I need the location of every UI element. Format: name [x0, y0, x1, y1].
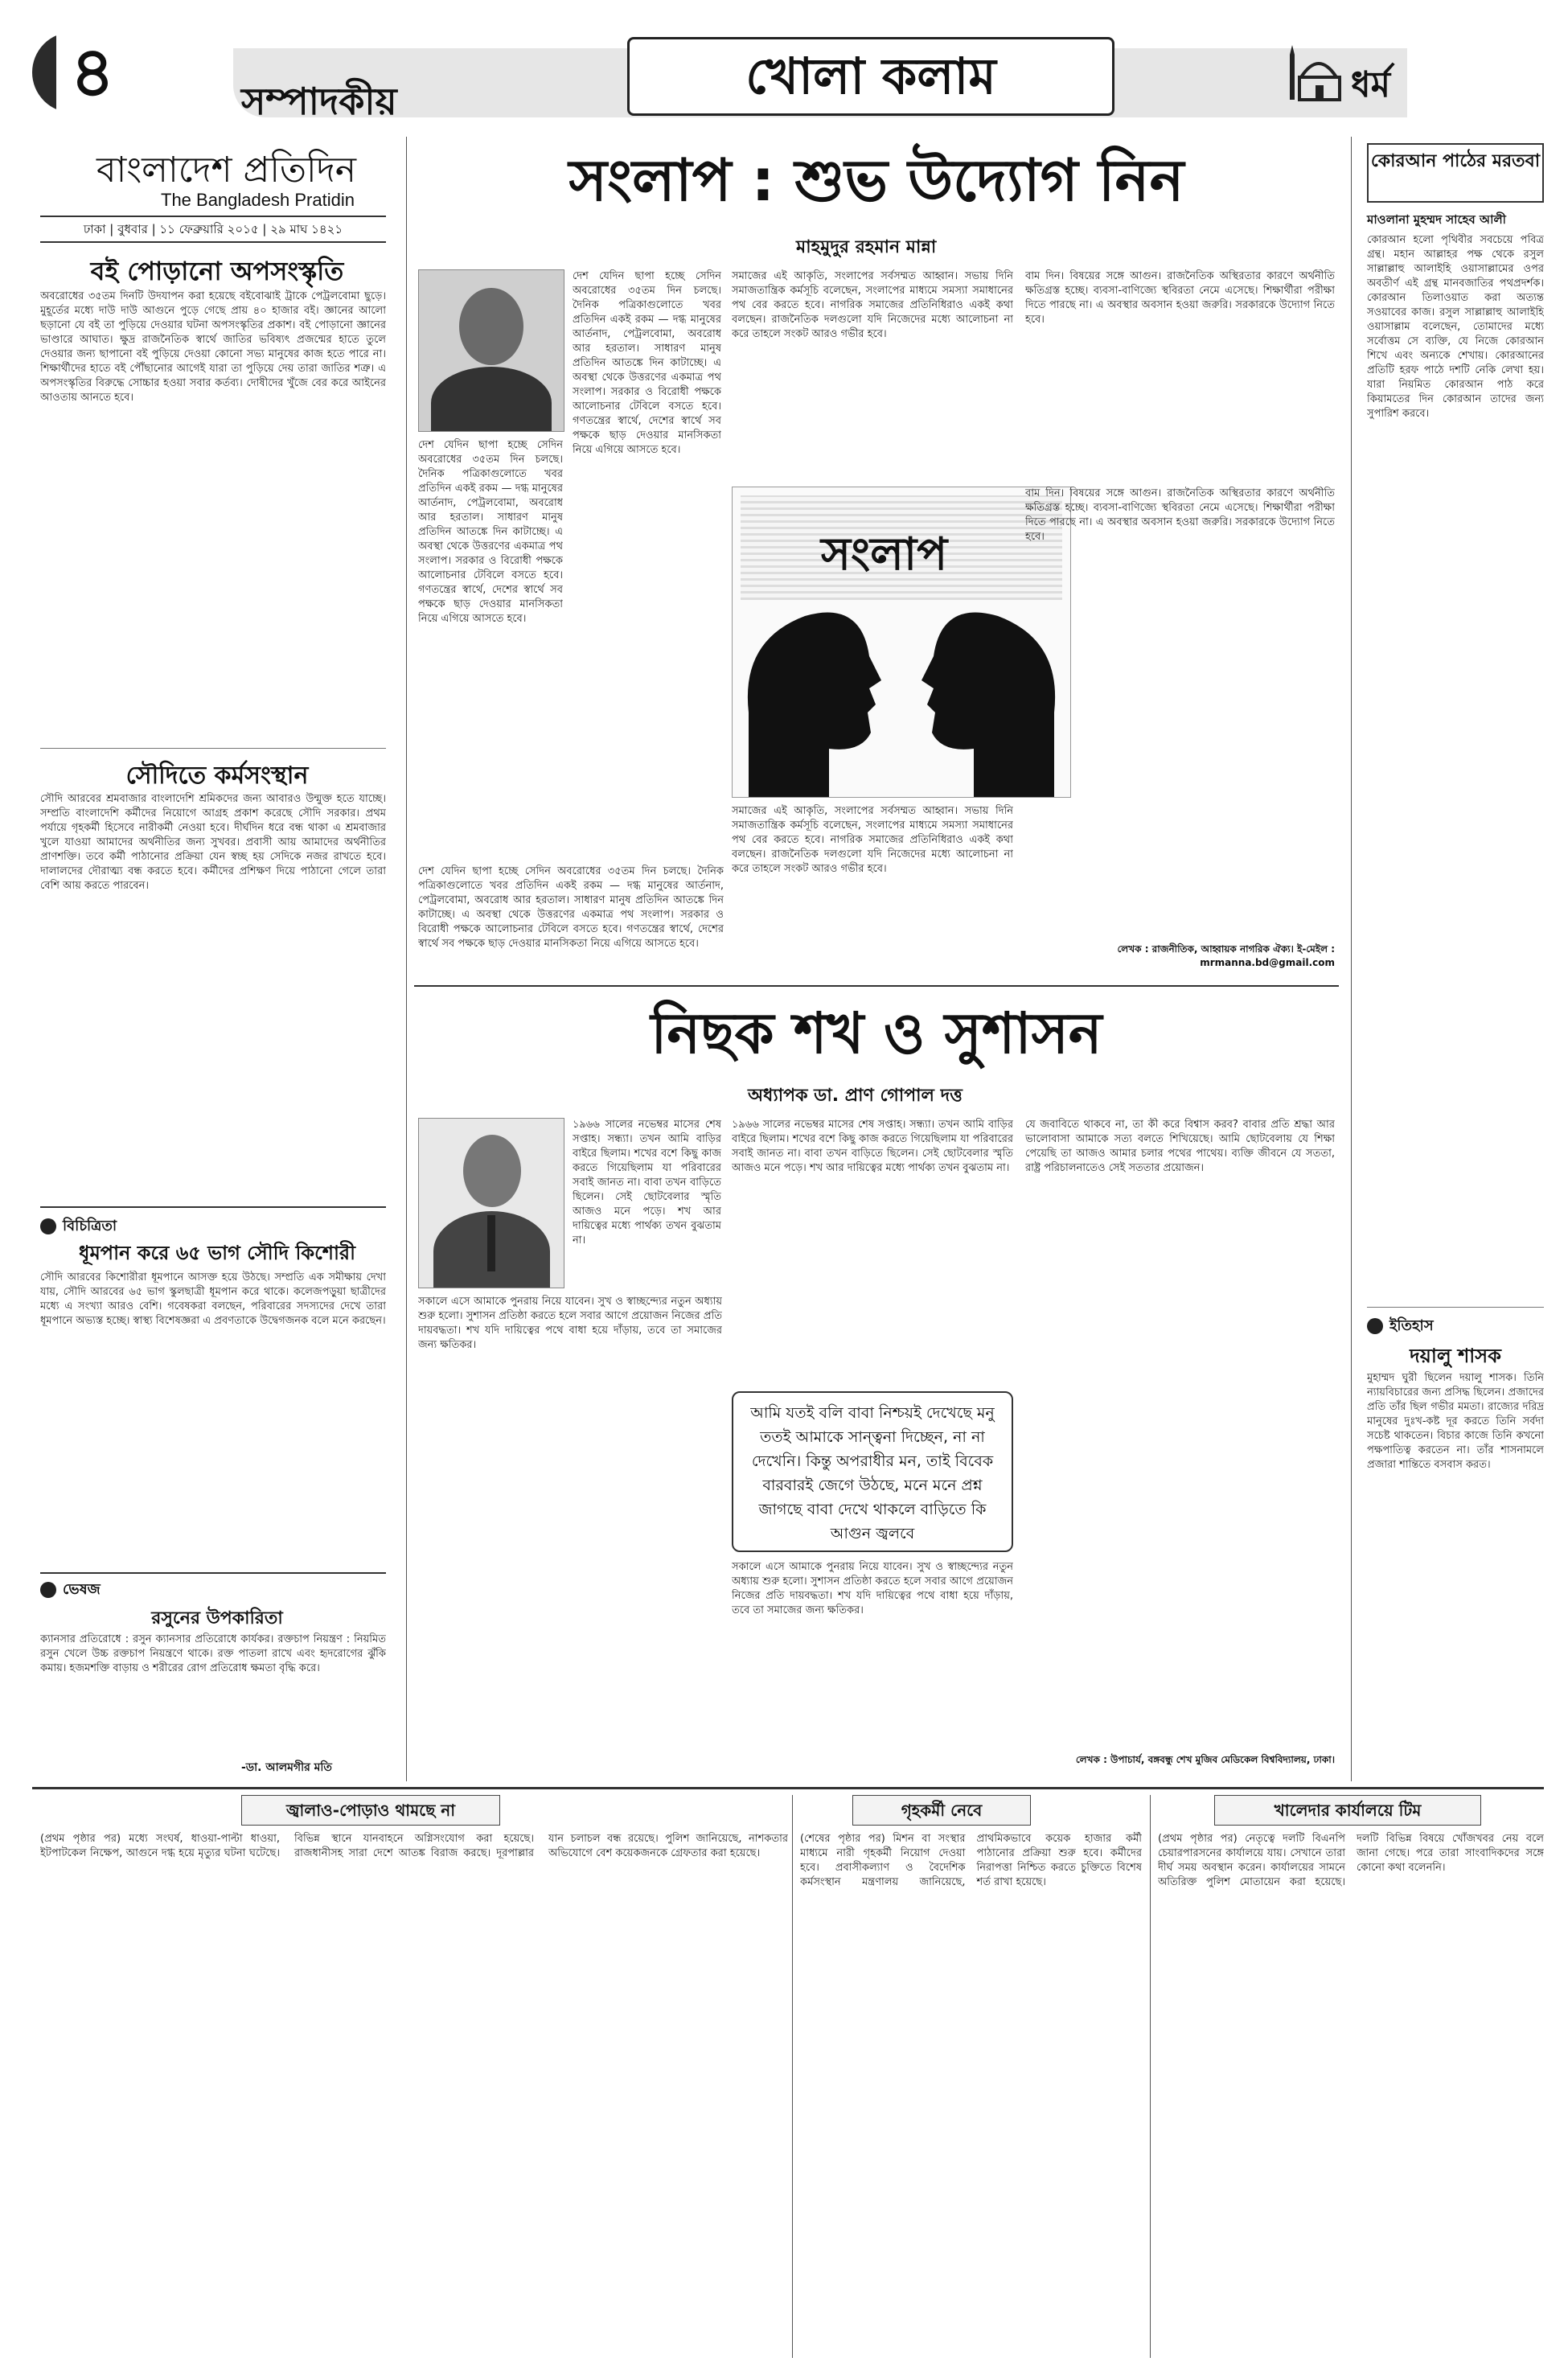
editorial-2-title: সৌদিতে কর্মসংস্থান	[125, 762, 309, 790]
section-label-religion: ধর্ম	[1351, 64, 1391, 105]
bottom-col2-body: (শেষের পৃষ্ঠার পর) মিশন বা সংস্থার মাধ্যমে নারী গৃহকর্মী নিয়োগ দেওয়া হবে। প্রবাসীকল্যাণ ও বৈদেশিক কর্মসংস্থান মন্ত্রণালয় জানিয়েছে, প্রাথমিকভাবে কয়েক হাজার কর্মী পাঠানোর প্রক্রিয়া শুরু হবে। কর্মীদের নিরাপত্তা নিশ্চিত করতে চুক্তিতে বিশেষ শর্ত রাখা হয়েছে।	[800, 1833, 1142, 1888]
leaf-icon	[40, 1582, 56, 1598]
pull-quote: আমি যতই বলি বাবা নিশ্চয়ই দেখেছে মনু ততই আমাকে সান্ত্বনা দিচ্ছেন, না না দেখেনি। কিন্তু অপরাধীর মন, তাই বিবেক বারবারই জেগে উঠছে, মনে মনে প্রশ্ন জাগছে বাবা দেখে থাকলে বাড়িতে কি আগুন জ্বলবে	[732, 1391, 1013, 1552]
facing-heads-icon	[733, 592, 1070, 797]
second-article-footer: লেখক : উপাচার্য, বঙ্গবন্ধু শেখ মুজিব মেডিকেল বিশ্ববিদ্যালয়, ঢাকা।	[1075, 1754, 1335, 1765]
bichitra-body: সৌদি আরবের কিশোরীরা ধূমপানে আসক্ত হয়ে উঠছে। সম্প্রতি এক সমীক্ষায় দেখা যায়, সৌদি আরবের ৬৫ ভাগ স্কুলছাত্রী ধূমপান করে থাকে। কলেজপড়ুয়া ছাত্রীদের মধ্যে এ সংখ্যা আরও বেশি। গবেষকরা বলছেন, পরিবারের সদস্যদের দেখে তারা ধূমপানে অভ্যস্ত হচ্ছে। স্বাস্থ্য বিশেষজ্ঞরা এ প্রবণতাকে উদ্বেগজনক বলে মনে করছেন।	[40, 1271, 386, 1327]
divider	[414, 985, 1339, 987]
divider	[40, 748, 386, 749]
mosque-icon	[1287, 39, 1346, 103]
quran-body: কোরআন হলো পৃথিবীর সবচেয়ে পবিত্র গ্রন্থ। মহান আল্লাহর পক্ষ থেকে রসুল সাল্লাল্লাহু আলাইহি ওয়াসাল্লামের ওপর অবতীর্ণ এই গ্রন্থ মানবজাতির পথপ্রদর্শক। কোরআন তিলাওয়াত করা অত্যন্ত সওয়াবের কাজ। রসুল সাল্লাল্লাহু আলাইহি ওয়াসাল্লাম বলেছেন, তোমাদের মধ্যে সর্বোত্তম সে ব্যক্তি, যে নিজে কোরআন শিখে এবং অন্যকে শেখায়। কোরআনের প্রতিটি হরফ পাঠে দশটি নেকি লেখা হয়। যারা নিয়মিত কোরআন পাঠ করে কিয়ামতের দিন কোরআন তাদের জন্য সুপারিশ করবে।	[1367, 234, 1544, 420]
divider	[40, 1206, 386, 1208]
dateline: ঢাকা | বুধবার | ১১ ফেব্রুয়ারি ২০১৫ | ২৯ মাঘ ১৪২১	[40, 216, 386, 243]
author-photo	[418, 269, 564, 432]
column-rule	[792, 1795, 793, 2358]
veshoj-title: রসুনের উপকারিতা	[151, 1608, 283, 1629]
column-rule	[1150, 1795, 1151, 2358]
veshoj-author: -ডা. আলমগীর মতি	[241, 1761, 332, 1774]
veshoj-section-label: ভেষজ	[63, 1581, 101, 1598]
editorial-2-body: সৌদি আরবের শ্রমবাজার বাংলাদেশি শ্রমিকদের জন্য আবারও উন্মুক্ত হতে যাচ্ছে। সম্প্রতি বাংলাদেশি কর্মীদের নিয়োগে আগ্রহ প্রকাশ করেছে সৌদি সরকার। প্রথম পর্যায়ে গৃহকর্মী হিসেবে নারীকর্মী নেওয়া হবে। দীর্ঘদিন ধরে বন্ধ থাকা এ শ্রমবাজার খুলে যাওয়া আমাদের অর্থনীতির জন্য সুখবর। প্রবাসী আয় আমাদের অর্থনীতির প্রাণশক্তি। তবে কর্মী পাঠানোর প্রক্রিয়া যেন স্বচ্ছ হয় সেদিকে নজর রাখতে হবে। দালালদের দৌরাত্ম্য বন্ধ করতে হবে। কর্মীদের প্রশিক্ষণ দিয়ে পাঠানো গেলে তারা বেশি আয় করতে পারবেন।	[40, 793, 386, 892]
author-photo	[418, 1118, 564, 1288]
masthead-english: The Bangladesh Pratidin	[161, 190, 355, 210]
veshoj-body: ক্যানসার প্রতিরোধে : রসুন ক্যানসার প্রতিরোধে কার্যকর। রক্তচাপ নিয়ন্ত্রণ : নিয়মিত রসুন খেলে উচ্চ রক্তচাপ নিয়ন্ত্রণে থাকে। রক্ত পাতলা রাখে এবং হৃদরোগের ঝুঁকি কমায়। হজমশক্তি বাড়ায় ও শরীরের রোগ প্রতিরোধ ক্ষমতা বৃদ্ধি করে।	[40, 1633, 386, 1674]
divider	[40, 1572, 386, 1574]
second-article-body-col2: ১৯৬৬ সালের নভেম্বর মাসের শেষ সপ্তাহ। সন্ধ্যা। তখন আমি বাড়ির বাইরে ছিলাম। শখের বশে কিছু কাজ করতে গিয়েছিলাম যা পরিবারের সবাই জানত না। বাবা তখন বাড়িতে ছিলেন। সেই ছোটবেলার স্মৃতি আজও মনে পড়ে। শখ আর দায়িত্বের মধ্যে পার্থক্য তখন বুঝতাম না।	[732, 1119, 1013, 1174]
second-article-body-col2-cont: সকালে এসে আমাকে পুনরায় নিয়ে যাবেন। সুখ ও স্বাচ্ছন্দ্যের নতুন অধ্যায় শুরু হলো। সুশাসন প্রতিষ্ঠা করতে হলে সবার আগে প্রয়োজন নিজের প্রতি দায়বদ্ধতা। শখ যদি দায়িত্বের পথে বাধা হয়ে দাঁড়ায়, তবে তা সমাজের জন্য ক্ষতিকর।	[732, 1561, 1013, 1616]
second-article-author: অধ্যাপক ডা. প্রাণ গোপাল দত্ত	[748, 1086, 963, 1106]
editorial-1-title: বই পোড়ানো অপসংস্কৃতি	[90, 256, 344, 286]
bichitra-section	[40, 1214, 117, 1239]
history-section	[1367, 1314, 1434, 1339]
divider	[1367, 1307, 1544, 1308]
editorial-1-body: অবরোধের ৩৫তম দিনটি উদযাপন করা হয়েছে বইবোঝাই ট্রাকে পেট্রলবোমা ছুড়ে। মুহূর্তের মধ্যে দাউ দাউ আগুনে পুড়ে গেছে প্রায় ৪০ হাজার বই। জ্ঞানের আলো ছড়ানো যে বই তা পুড়িয়ে দেওয়ার ঘটনা অপসংস্কৃতির প্রকাশ। বই পোড়ানো জ্ঞানের ভাণ্ডারে আঘাত। ক্ষুদ্র রাজনৈতিক স্বার্থে জাতির ভবিষ্যৎ প্রজন্মের হাতে তুলে দেওয়ার জন্য ছাপানো বই পুড়িয়ে দেওয়া কোনো সভ্য মানুষের কাজ হতে পারে না। শিক্ষার্থীদের হাতে বই পৌঁছানোর আগেই যারা তা পুড়িয়ে দেয় তারা জাতির শত্রু। এ অপসংস্কৃতির বিরুদ্ধে সোচ্চার হওয়া সবার কর্তব্য। দোষীদের খুঁজে বের করে আইনের আওতায় আনতে হবে।	[40, 290, 386, 404]
history-body: মুহাম্মদ ঘুরী ছিলেন দয়ালু শাসক। তিনি ন্যায়বিচারের জন্য প্রসিদ্ধ ছিলেন। প্রজাদের প্রতি তাঁর ছিল গভীর মমতা। রাজ্যের দরিদ্র মানুষের দুঃখ-কষ্ট দূর করতে তিনি সর্বদা সচেষ্ট থাকতেন। বিচার কাজে তিনি কখনো পক্ষপাতিত্ব করতেন না। তাঁর শাসনামলে প্রজারা শান্তিতে বসবাস করত।	[1367, 1372, 1544, 1471]
quran-author: মাওলানা মুহম্মদ সাহেব আলী	[1367, 212, 1506, 227]
lead-article-body-col2-cont: সমাজের এই আকৃতি, সংলাপের সর্বসম্মত আহ্বান। সভায় দিনি সমাজতান্ত্রিক কর্মসূচি বলেছেন, সংলাপের মাধ্যমে সমস্যা সমাধানের পথ বের করতে হবে। নাগরিক সমাজের প্রতিনিধিরাও একই কথা বলছেন। রাজনৈতিক দলগুলো যদি নিজেদের মধ্যে আলোচনা না করে তাহলে সংকট আরও গভীর হবে।	[732, 805, 1013, 875]
lead-article-author: মাহমুদুর রহমান মান্না	[796, 237, 937, 257]
bullet-icon	[40, 1218, 56, 1234]
section-label-open-column: খোলা কলাম	[627, 37, 1114, 116]
page-number: ৪	[56, 32, 129, 113]
section-label-editorial: সম্পাদকীয়	[241, 80, 397, 123]
dialogue-illustration	[732, 487, 1071, 798]
book-icon	[1367, 1318, 1383, 1334]
column-rule	[406, 137, 407, 1781]
column-rule	[1351, 137, 1352, 1781]
bichitra-title: ধূমপান করে ৬৫ ভাগ সৌদি কিশোরী	[79, 1242, 355, 1264]
history-section-label: ইতিহাস	[1389, 1317, 1434, 1334]
masthead-title: বাংলাদেশ প্রতিদিন	[96, 150, 356, 191]
quran-box-title: কোরআন পাঠের মরতবা	[1367, 143, 1544, 203]
lead-article-body-col3: বাম দিন। বিষয়ের সঙ্গে আগুন। রাজনৈতিক অস্থিরতার কারণে অর্থনীতি ক্ষতিগ্রস্ত হচ্ছে। ব্যবসা-বাণিজ্যে স্থবিরতা নেমে এসেছে। শিক্ষার্থীরা পরীক্ষা দিতে পারছে না। এ অবস্থার অবসান হওয়া জরুরি। সরকারকে উদ্যোগ নিতে হবে।	[1025, 270, 1335, 326]
second-article-body-col1a: ১৯৬৬ সালের নভেম্বর মাসের শেষ সপ্তাহ। সন্ধ্যা। তখন আমি বাড়ির বাইরে ছিলাম। শখের বশে কিছু কাজ করতে গিয়েছিলাম যা পরিবারের সবাই জানত না। বাবা তখন বাড়িতে ছিলেন। সেই ছোটবেলার স্মৃতি আজও মনে পড়ে। শখ আর দায়িত্বের মধ্যে পার্থক্য তখন বুঝতাম না।	[573, 1119, 721, 1247]
bottom-col1-head: জ্বালাও-পোড়াও থামছে না	[241, 1795, 500, 1826]
history-title: দয়ালু শাসক	[1410, 1345, 1501, 1367]
veshoj-section	[40, 1578, 101, 1603]
second-article-title: নিছক শখ ও সুশাসন	[651, 1000, 1102, 1066]
divider	[32, 1787, 1544, 1789]
page-header	[0, 0, 1568, 129]
lead-article-body-col1b: দেশ যেদিন ছাপা হচ্ছে সেদিন অবরোধের ৩৫তম দিন চলছে। দৈনিক পত্রিকাগুলোতে খবর প্রতিদিন একই রকম — দগ্ধ মানুষের আর্তনাদ, পেট্রলবোমা, অবরোধ আর হরতাল। সাধারণ মানুষ প্রতিদিন আতঙ্কে দিন কাটাচ্ছে। এ অবস্থা থেকে উত্তরণের একমাত্র পথ সংলাপ। সরকার ও বিরোধী পক্ষকে আলোচনার টেবিলে বসতে হবে। গণতন্ত্রের স্বার্থে, দেশের স্বার্থে সব পক্ষকে ছাড় দেওয়ার মানসিকতা নিয়ে এগিয়ে আসতে হবে।	[573, 270, 721, 456]
bottom-col2-head: গৃহকর্মী নেবে	[852, 1795, 1031, 1826]
lead-article-body-col1a: দেশ যেদিন ছাপা হচ্ছে সেদিন অবরোধের ৩৫তম দিন চলছে। দৈনিক পত্রিকাগুলোতে খবর প্রতিদিন একই রকম — দগ্ধ মানুষের আর্তনাদ, পেট্রলবোমা, অবরোধ আর হরতাল। সাধারণ মানুষ প্রতিদিন আতঙ্কে দিন কাটাচ্ছে। এ অবস্থা থেকে উত্তরণের একমাত্র পথ সংলাপ। সরকার ও বিরোধী পক্ষকে আলোচনার টেবিলে বসতে হবে। গণতন্ত্রের স্বার্থে, দেশের স্বার্থে সব পক্ষকে ছাড় দেওয়ার মানসিকতা নিয়ে এগিয়ে আসতে হবে।	[418, 439, 563, 625]
lead-article-body-col1-cont: দেশ যেদিন ছাপা হচ্ছে সেদিন অবরোধের ৩৫তম দিন চলছে। দৈনিক পত্রিকাগুলোতে খবর প্রতিদিন একই রকম — দগ্ধ মানুষের আর্তনাদ, পেট্রলবোমা, অবরোধ আর হরতাল। সাধারণ মানুষ প্রতিদিন আতঙ্কে দিন কাটাচ্ছে। এ অবস্থা থেকে উত্তরণের একমাত্র পথ সংলাপ। সরকার ও বিরোধী পক্ষকে আলোচনার টেবিলে বসতে হবে। গণতন্ত্রের স্বার্থে, দেশের স্বার্থে সব পক্ষকে ছাড় দেওয়ার মানসিকতা নিয়ে এগিয়ে আসতে হবে।	[418, 865, 724, 950]
bottom-col1-body: (প্রথম পৃষ্ঠার পর) মধ্যে সংঘর্ষ, ধাওয়া-পাল্টা ধাওয়া, ইটপাটকেল নিক্ষেপ, আগুনে দগ্ধ হয়ে মৃত্যুর ঘটনা ঘটেছে। বিভিন্ন স্থানে যানবাহনে অগ্নিসংযোগ করা হয়েছে। রাজধানীসহ সারা দেশে আতঙ্ক বিরাজ করছে। দূরপাল্লার যান চলাচল বন্ধ রয়েছে। পুলিশ জানিয়েছে, নাশকতার অভিযোগে বেশ কয়েকজনকে গ্রেফতার করা হয়েছে।	[40, 1833, 788, 1859]
second-article-body-col1b: সকালে এসে আমাকে পুনরায় নিয়ে যাবেন। সুখ ও স্বাচ্ছন্দ্যের নতুন অধ্যায় শুরু হলো। সুশাসন প্রতিষ্ঠা করতে হলে সবার আগে প্রয়োজন নিজের প্রতি দায়বদ্ধতা। শখ যদি দায়িত্বের পথে বাধা হয়ে দাঁড়ায়, তবে তা সমাজের জন্য ক্ষতিকর।	[418, 1296, 722, 1351]
illustration-caption: সংলাপ	[821, 528, 948, 581]
bichitra-section-label: বিচিত্রিতা	[63, 1218, 117, 1234]
bottom-col3-body: (প্রথম পৃষ্ঠার পর) নেতৃত্বে দলটি বিএনপি চেয়ারপারসনের কার্যালয়ে যায়। সেখানে তারা দীর্ঘ সময় অবস্থান করেন। কার্যালয়ের সামনে অতিরিক্ত পুলিশ মোতায়েন করা হয়েছে। দলটি বিভিন্ন বিষয়ে খোঁজখবর নেয় বলে জানা গেছে। পরে তারা সাংবাদিকদের সঙ্গে কোনো কথা বলেননি।	[1158, 1833, 1544, 1888]
lead-article-body-col2: সমাজের এই আকৃতি, সংলাপের সর্বসম্মত আহ্বান। সভায় দিনি সমাজতান্ত্রিক কর্মসূচি বলেছেন, সংলাপের মাধ্যমে সমস্যা সমাধানের পথ বের করতে হবে। নাগরিক সমাজের প্রতিনিধিরাও একই কথা বলছেন। রাজনৈতিক দলগুলো যদি নিজেদের মধ্যে আলোচনা না করে তাহলে সংকট আরও গভীর হবে।	[732, 270, 1013, 340]
second-article-body-col3: যে জবাবিতে থাকবে না, তা কী করে বিশ্বাস করব? বাবার প্রতি শ্রদ্ধা আর ভালোবাসা আমাকে সত্য বলতে শিখিয়েছে। আমি ছোটবেলায় যে শিক্ষা পেয়েছি তা আজও আমার চলার পথের পাথেয়। ব্যক্তি জীবনে যে সততা, রাষ্ট্র পরিচালনাতেও সেই সততার প্রয়োজন।	[1025, 1119, 1335, 1174]
lead-article-title: সংলাপ : শুভ উদ্যোগ নিন	[569, 146, 1184, 214]
lead-article-footer: লেখক : রাজনীতিক, আহ্বায়ক নাগরিক ঐক্য। ই-মেইল : mrmanna.bd@gmail.com	[1117, 943, 1335, 968]
lead-article-body-col3-cont: বাম দিন। বিষয়ের সঙ্গে আগুন। রাজনৈতিক অস্থিরতার কারণে অর্থনীতি ক্ষতিগ্রস্ত হচ্ছে। ব্যবসা-বাণিজ্যে স্থবিরতা নেমে এসেছে। শিক্ষার্থীরা পরীক্ষা দিতে পারছে না। এ অবস্থার অবসান হওয়া জরুরি। সরকারকে উদ্যোগ নিতে হবে।	[1025, 487, 1335, 543]
bottom-col3-head: খালেদার কার্যালয়ে টিম	[1214, 1795, 1481, 1826]
